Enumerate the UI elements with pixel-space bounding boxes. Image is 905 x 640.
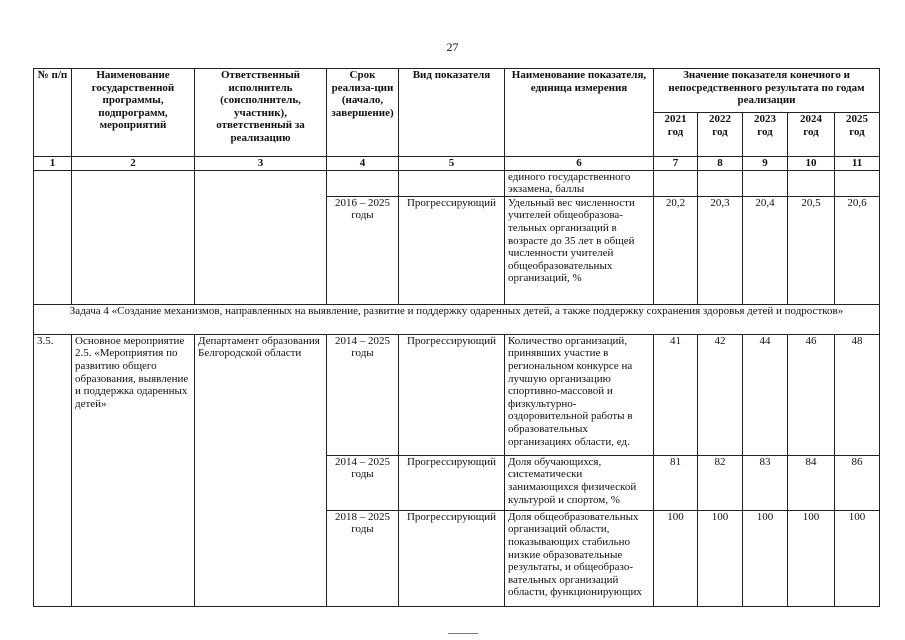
page-edge-mark [448, 633, 478, 638]
value-cell: 83 [743, 455, 788, 510]
cell-empty [698, 170, 743, 196]
header-executor: Ответственный исполнитель (соисполнитель, участник), ответственный за реализацию [195, 69, 327, 157]
value-cell: 20,3 [698, 196, 743, 304]
cell-empty [788, 170, 835, 196]
indicator-name: Доля обучающихся, систематически занимающихся физической культурой и спортом, % [505, 455, 654, 510]
value-cell: 86 [835, 455, 880, 510]
header-year: 2021 год [654, 113, 698, 157]
indicator-type: Прогрессирующий [399, 196, 505, 304]
value-cell: 46 [788, 334, 835, 455]
indicator-type: Прогрессирующий [399, 455, 505, 510]
header-term: Срок реализа-ции (начало, завершение) [327, 69, 399, 157]
indicator-name: единого государственного экзамена, баллы [505, 170, 654, 196]
column-number: 4 [327, 157, 399, 171]
cell-empty [743, 170, 788, 196]
header-program-name: Наименование государственной программы, подпрограмм, мероприятий [72, 69, 195, 157]
table-row [34, 334, 880, 455]
value-cell: 100 [835, 510, 880, 606]
value-cell: 20,6 [835, 196, 880, 304]
value-cell: 20,4 [743, 196, 788, 304]
cell-empty [654, 170, 698, 196]
value-cell: 84 [788, 455, 835, 510]
indicator-name: Количество организаций, принявших участие в региональном конкурсе на лучшую организацию спортивно-массовой и физкультурно-оздоровительной работы в образовательных организациях области, ед. [505, 334, 654, 455]
value-cell: 100 [788, 510, 835, 606]
column-number: 3 [195, 157, 327, 171]
cell-empty [195, 170, 327, 304]
cell-empty [34, 170, 72, 304]
column-number: 7 [654, 157, 698, 171]
column-number: 6 [505, 157, 654, 171]
value-cell: 48 [835, 334, 880, 455]
column-number: 1 [34, 157, 72, 171]
indicator-name: Доля общеобразовательных организаций области, показывающих стабильно низкие образовательные результаты, и общеобразо-вательных организаций области, функционирующих [505, 510, 654, 606]
column-number: 8 [698, 157, 743, 171]
activity-name: Основное мероприятие 2.5. «Мероприятия по развитию общего образования, выявление и поддержка одаренных детей» [72, 334, 195, 606]
indicator-type: Прогрессирующий [399, 334, 505, 455]
term-cell: 2018 – 2025 годы [327, 510, 399, 606]
term-cell: 2016 – 2025 годы [327, 196, 399, 304]
value-cell: 82 [698, 455, 743, 510]
activity-number: 3.5. [34, 334, 72, 606]
value-cell: 100 [743, 510, 788, 606]
value-cell: 100 [698, 510, 743, 606]
value-cell: 20,5 [788, 196, 835, 304]
column-number: 9 [743, 157, 788, 171]
term-cell: 2014 – 2025 годы [327, 455, 399, 510]
header-number: № п/п [34, 69, 72, 157]
column-number: 5 [399, 157, 505, 171]
column-number: 10 [788, 157, 835, 171]
value-cell: 42 [698, 334, 743, 455]
cell-empty [327, 170, 399, 196]
header-indicator-type: Вид показателя [399, 69, 505, 157]
value-cell: 44 [743, 334, 788, 455]
indicator-name: Удельный вес численности учителей общеобразова-тельных организаций в возрасте до 35 лет в общей численности учителей общеобразовательных организаций, % [505, 196, 654, 304]
term-cell: 2014 – 2025 годы [327, 334, 399, 455]
value-cell: 100 [654, 510, 698, 606]
header-year: 2022 год [698, 113, 743, 157]
table-row [34, 170, 880, 196]
indicator-type: Прогрессирующий [399, 510, 505, 606]
header-row-top [34, 69, 880, 113]
task-row [34, 304, 880, 334]
indicators-table [33, 68, 880, 607]
value-cell: 20,2 [654, 196, 698, 304]
column-number: 11 [835, 157, 880, 171]
value-cell: 41 [654, 334, 698, 455]
header-year: 2024 год [788, 113, 835, 157]
header-year: 2023 год [743, 113, 788, 157]
cell-empty [399, 170, 505, 196]
cell-empty [72, 170, 195, 304]
value-cell: 81 [654, 455, 698, 510]
header-values-group: Значение показателя конечного и непосредственного результата по годам реализации [654, 69, 880, 113]
column-number: 2 [72, 157, 195, 171]
activity-executor: Департамент образования Белгородской области [195, 334, 327, 606]
cell-empty [835, 170, 880, 196]
column-numbers-row [34, 157, 880, 171]
task-title: Задача 4 «Создание механизмов, направленных на выявление, развитие и поддержку одаренных детей, а также поддержку сохранения здоровья детей и подростков» [34, 304, 880, 334]
header-indicator-name: Наименование показателя, единица измерения [505, 69, 654, 157]
header-year: 2025 год [835, 113, 880, 157]
page-number: 27 [446, 40, 459, 54]
